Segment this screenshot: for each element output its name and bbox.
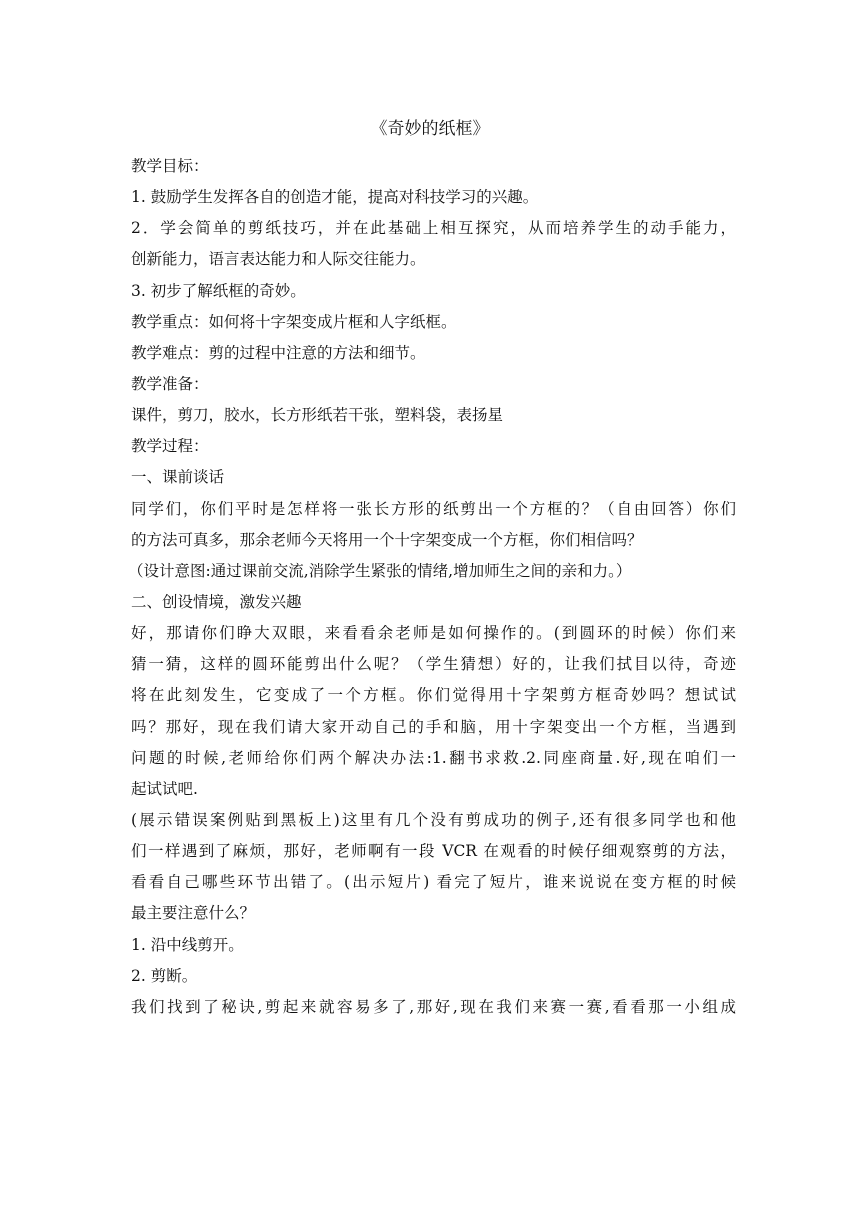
paragraph-line: 猜一猜，这样的圆环能剪出什么呢？（学生猜想）好的，让我们拭目以待，奇迹 bbox=[131, 655, 736, 674]
step-heading-pre-class-talk: 一、课前谈话 bbox=[131, 468, 225, 487]
objective-item-3: 3. 初步了解纸框的奇妙。 bbox=[131, 281, 306, 300]
paragraph-line: 最主要注意什么？ bbox=[131, 904, 256, 923]
section-heading-process: 教学过程： bbox=[131, 437, 209, 456]
section-heading-objectives: 教学目标： bbox=[131, 157, 209, 175]
design-intent-note: （设计意图:通过课前交流,消除学生紧张的情绪,增加师生之间的亲和力。） bbox=[128, 561, 632, 580]
paragraph-line: 的方法可真多，那余老师今天将用一个十字架变成一个方框，你们相信吗？ bbox=[131, 530, 643, 549]
paragraph-line: 问题的时候,老师给你们两个解决办法:1.翻书求救.2.同座商量.好,现在咱们一 bbox=[131, 748, 736, 767]
paragraph-line: 好，那请你们睁大双眼，来看看余老师是如何操作的。(到圆环的时候）你们来 bbox=[131, 624, 736, 643]
list-item-cut-off: 2. 剪断。 bbox=[131, 966, 198, 985]
teaching-difficulty: 教学难点：剪的过程中注意的方法和细节。 bbox=[131, 343, 426, 362]
paragraph-line: 吗？那好，现在我们请大家开动自己的手和脑，用十字架变出一个方框，当遇到 bbox=[131, 717, 736, 736]
document-body bbox=[128, 151, 736, 1023]
paragraph-line: 起试试吧. bbox=[131, 779, 198, 798]
teaching-key-point: 教学重点：如何将十字架变成片框和人字纸框。 bbox=[131, 312, 457, 331]
step-heading-create-situation: 二、创设情境，激发兴趣 bbox=[131, 592, 302, 611]
paragraph-line: 们一样遇到了麻烦，那好，老师啊有一段 VCR 在观看的时候仔细观察剪的方法， bbox=[131, 842, 736, 861]
paragraph-line: 同学们，你们平时是怎样将一张长方形的纸剪出一个方框的？（自由回答）你们 bbox=[131, 499, 736, 518]
section-heading-preparation: 教学准备： bbox=[131, 374, 209, 393]
paragraph-line: 看看自己哪些环节出错了。(出示短片) 看完了短片，谁来说说在变方框的时候 bbox=[131, 873, 736, 892]
paragraph-line: 我们找到了秘诀,剪起来就容易多了,那好,现在我们来赛一赛,看看那一小组成 bbox=[131, 997, 736, 1016]
objective-item-2-continued: 创新能力，语言表达能力和人际交往能力。 bbox=[131, 250, 426, 269]
objective-item-1: 1. 鼓励学生发挥各自的创造才能，提高对科技学习的兴趣。 bbox=[131, 188, 539, 207]
objective-item-2: 2．学会简单的剪纸技巧，并在此基础上相互探究，从而培养学生的动手能力， bbox=[131, 219, 736, 238]
list-item-cut-along-center: 1. 沿中线剪开。 bbox=[131, 935, 244, 954]
paragraph-line: (展示错误案例贴到黑板上)这里有几个没有剪成功的例子,还有很多同学也和他 bbox=[131, 810, 736, 829]
paragraph-line: 将在此刻发生，它变成了一个方框。你们觉得用十字架剪方框奇妙吗？想试试 bbox=[131, 686, 736, 705]
preparation-materials: 课件，剪刀，胶水，长方形纸若干张，塑料袋，表扬星 bbox=[131, 406, 504, 425]
document-title: 《奇妙的纸框》 bbox=[370, 119, 490, 139]
